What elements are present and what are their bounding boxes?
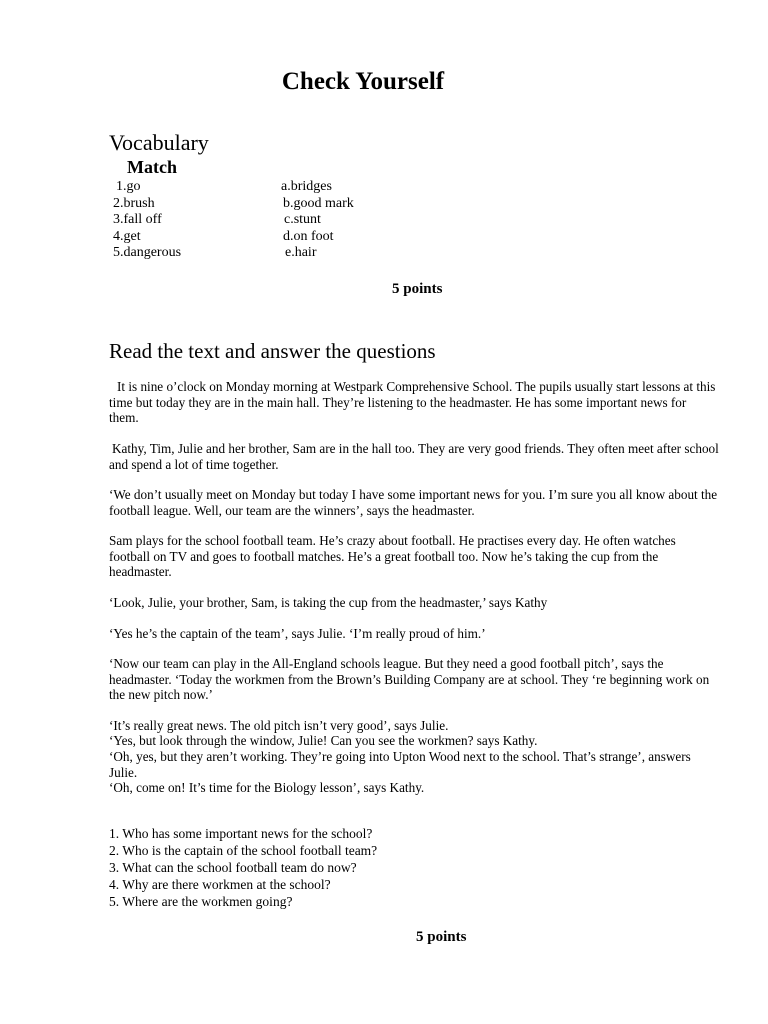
vocabulary-points: 5 points bbox=[392, 281, 443, 297]
text-paragraph: It is nine o’clock on Monday morning at Westpark Comprehensive School. The pupils usually start lessons at this time but today they are in the main hall. They’re listening to the headmaster. He has some important news for them. bbox=[109, 379, 716, 426]
question-item: 2. Who is the captain of the school football team? bbox=[109, 843, 378, 858]
vocabulary-heading: Vocabulary bbox=[109, 130, 209, 155]
question-item: 4. Why are there workmen at the school? bbox=[109, 877, 331, 892]
text-paragraph: Sam plays for the school football team. He’s crazy about football. He practises every day. He often watches football on TV and goes to football matches. He’s a great football too. Now he’s taking the cup from the headmaster. bbox=[109, 533, 676, 580]
match-right-item: a.bridges bbox=[281, 179, 332, 194]
match-left-item: 1.go bbox=[116, 179, 141, 194]
match-right-item: b.good mark bbox=[283, 196, 354, 211]
match-left-item: 4.get bbox=[113, 229, 141, 244]
page-title: Check Yourself bbox=[281, 68, 445, 95]
dialogue-line: ‘It’s really great news. The old pitch isn’t very good’, says Julie. bbox=[109, 718, 449, 733]
question-item: 1. Who has some important news for the school? bbox=[109, 826, 373, 841]
dialogue-line: ‘Oh, yes, but they aren’t working. They’re going into Upton Wood next to the school. That’s strange’, answers Julie. bbox=[109, 749, 691, 780]
text-paragraph: ‘Now our team can play in the All-England schools league. But they need a good football pitch’, says the headmaster. ‘Today the workmen from the Brown’s Building Company are at school. They ‘re beginning work on the new pitch now.’ bbox=[109, 656, 710, 703]
dialogue-line: ‘Oh, come on! It’s time for the Biology lesson’, says Kathy. bbox=[109, 780, 425, 795]
match-left-item: 3.fall off bbox=[113, 212, 162, 227]
match-right-item: e.hair bbox=[285, 245, 317, 260]
reading-heading: Read the text and answer the questions bbox=[109, 339, 436, 363]
match-left-item: 2.brush bbox=[113, 196, 155, 211]
text-paragraph: ‘We don’t usually meet on Monday but today I have some important news for you. I’m sure you all know about the football league. Well, our team are the winners’, says the headmaster. bbox=[109, 487, 718, 518]
text-paragraph: ‘Yes he’s the captain of the team’, says Julie. ‘I’m really proud of him.’ bbox=[109, 626, 486, 641]
dialogue-line: ‘Yes, but look through the window, Julie! Can you see the workmen? says Kathy. bbox=[109, 733, 538, 748]
text-paragraph: ‘Look, Julie, your brother, Sam, is taking the cup from the headmaster,’ says Kathy bbox=[109, 595, 548, 610]
match-right-item: d.on foot bbox=[283, 229, 334, 244]
question-item: 5. Where are the workmen going? bbox=[109, 894, 293, 909]
text-paragraph: Kathy, Tim, Julie and her brother, Sam are in the hall too. They are very good friends. They often meet after school and spend a lot of time together. bbox=[109, 441, 719, 472]
match-left-item: 5.dangerous bbox=[113, 245, 182, 260]
reading-points: 5 points bbox=[416, 929, 467, 945]
match-heading: Match bbox=[127, 157, 177, 177]
match-right-item: c.stunt bbox=[284, 212, 321, 227]
question-item: 3. What can the school football team do now? bbox=[109, 860, 357, 875]
